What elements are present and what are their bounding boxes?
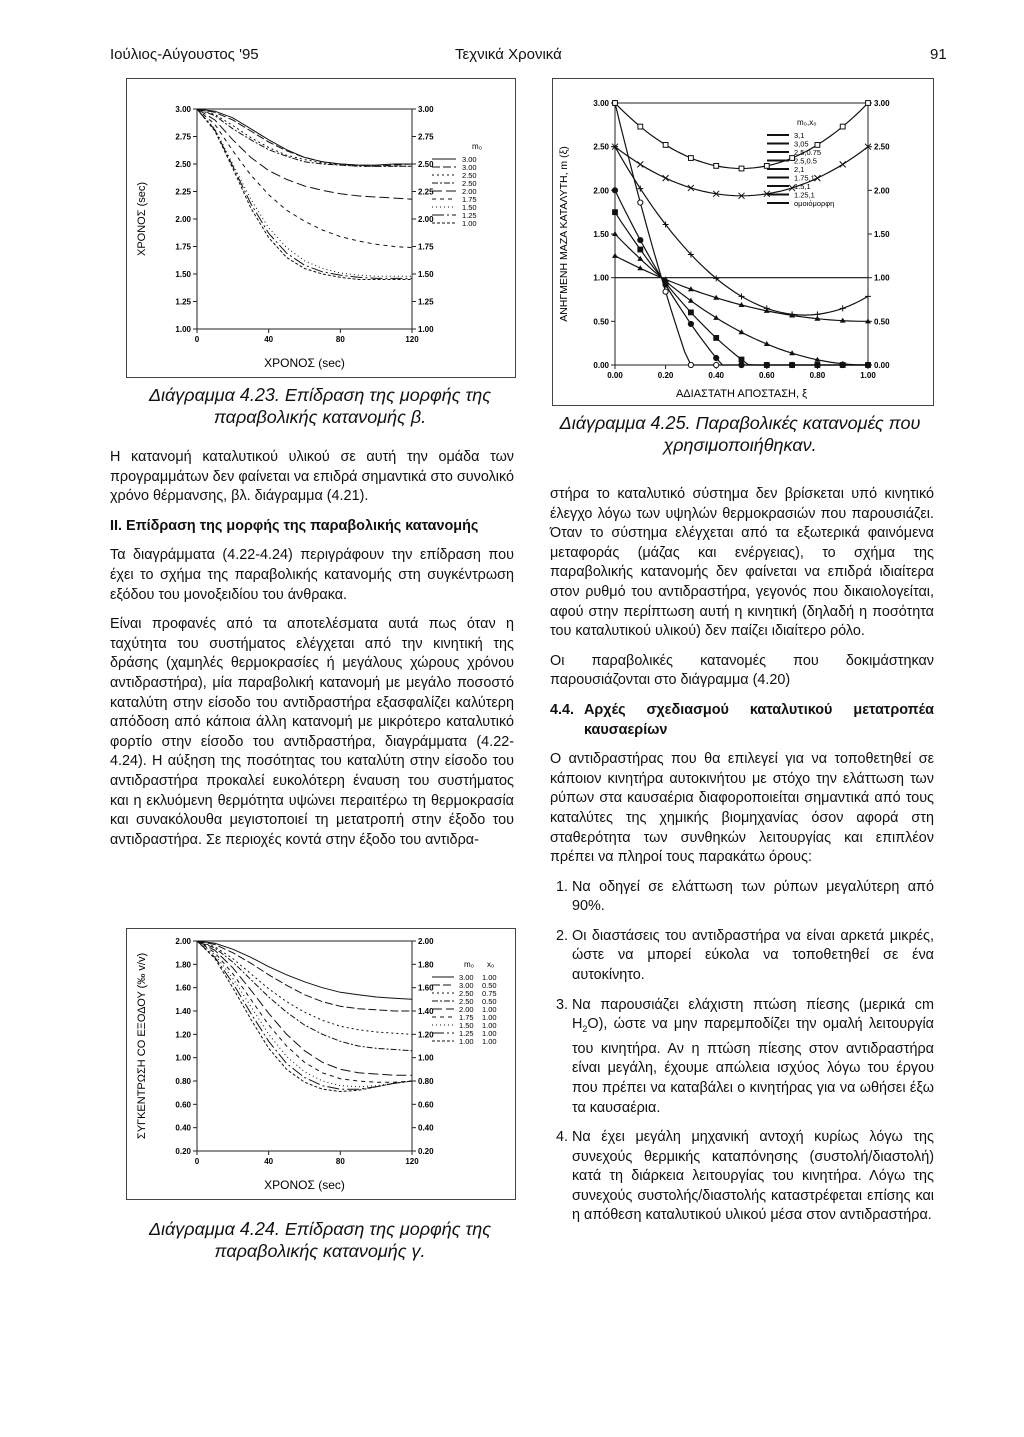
figure-4-23-plot [127,79,515,377]
legend-label: 1.00 [482,1013,497,1022]
legend-label: 1.25 [459,1029,474,1038]
legend-label: 1.75 [459,1013,474,1022]
series-marker [638,238,643,243]
series-line-1 [615,103,868,365]
series-marker [713,315,719,320]
y-tick-label-right: 1.80 [418,960,434,970]
series-marker [637,161,643,167]
x-axis-label: ΧΡΟΝΟΣ (sec) [264,1178,345,1192]
x-tick-label: 0 [194,1157,200,1166]
legend-header: m₀ [472,142,482,151]
legend-label: 1.75 [462,195,477,204]
y-tick-label: 3.00 [593,99,609,108]
legend-header: m₀ [464,960,474,969]
series-line-7 [197,941,412,1087]
legend-label: 1.5,1 [794,182,811,191]
legend-label: 1.00 [482,973,497,982]
y-tick-label-right: 2.25 [418,187,434,197]
legend-header: x₀ [487,960,495,969]
series-marker [714,355,719,360]
y-tick-label: 1.00 [175,325,191,334]
x-axis-label: ΧΡΟΝΟΣ (sec) [264,356,345,370]
y-tick-label-right: 1.75 [418,242,434,252]
series-marker [790,363,795,368]
series-line-4 [197,941,412,1051]
figure-4-24-plot [127,929,515,1199]
legend-label: 3.00 [459,981,474,990]
y-tick-label: 2.00 [175,215,191,224]
figure-4-24 [126,928,516,1200]
y-tick-label-right: 2.00 [418,937,434,946]
x-tick-label: 40 [264,335,274,344]
section-title: Αρχές σχεδιασμού καταλυτικού μετατροπέα καυσαερίων [584,701,934,738]
legend-label: 0.50 [482,981,497,990]
figure-4-23 [126,78,516,378]
legend-label: 1.00 [459,1037,474,1046]
series-line-8 [197,109,412,278]
y-tick-label-right: 0.50 [874,317,890,327]
page-number: 91 [930,46,947,63]
paragraph: Η κατανομή καταλυτικού υλικού σε αυτή την ομάδα των προγραμμάτων δεν φαίνεται να επιδρά σημαντικά στο συνολικό χρόνο θέρμανσης, βλ. διάγραμμα (4.21). [110,449,514,505]
series-marker [638,200,643,205]
y-tick-label-right: 2.00 [874,186,890,196]
legend-label: 1.00 [482,1029,497,1038]
series-marker [739,362,744,367]
series-marker [764,363,769,368]
y-tick-label-right: 1.00 [418,1053,434,1063]
section-number: 4.4. [550,701,575,718]
figure-4-23-caption: Διάγραμμα 4.23. Επίδραση της μορφής της παραβολικής κατανομής β. [148,385,492,427]
x-tick-label: 80 [335,1157,345,1166]
y-tick-label: 0.40 [175,1123,191,1133]
legend-label: 3.00 [462,155,477,164]
legend-label: 3.00 [459,973,474,982]
series-marker [613,210,618,215]
series-marker [663,143,668,148]
y-tick-label-right: 1.50 [418,270,434,279]
running-header-left: Ιούλιος-Αύγουστος '95 [110,46,259,63]
requirements-list [550,878,934,1226]
series-line-9 [197,941,412,1092]
paragraph: στήρα το καταλυτικό σύστημα δεν βρίσκεται υπό κινητικό έλεγχο λόγω των υψηλών θερμοκρασιών που παρουσιάζει. Όταν το σύστημα ελέγχεται από τα εξωτερικά φαινόμενα μεταφοράς (μάζας και ενέργειας), το σχήμα της παραβολικής κατανομής δεν φαίνεται να επιδρά ιδιαίτερα στον ρυθμό του αντιδραστήρα, γεγονός που δικαιολογείται, αφού στην περίπτωση αυτή η κινητική (δηλαδή η ποσότητα του καταλυτικού υλικού) δεν παίζει ιδιαίτερο ρόλο. [550,486,934,640]
series-marker [714,336,719,341]
y-axis-label: ΣΥΓΚΕΝΤΡΩΣΗ CO ΕΞΟΔΟΥ (‰ v/v) [136,952,148,1140]
figure-4-25-caption: Διάγραμμα 4.25. Παραβολικές κατανομές που χρησιμοποιήθηκαν. [559,413,921,455]
figure-4-24-caption: Διάγραμμα 4.24. Επίδραση της μορφής της παραβολικής κατανομής γ. [148,1219,492,1261]
figure-4-25-plot [553,79,933,405]
series-line-8 [197,941,412,1089]
series-marker [840,305,846,311]
section-heading: II. Επίδραση της μορφής της παραβολικής κατανομής [110,517,479,534]
series-line-2 [615,103,868,169]
series-line-5 [197,941,412,1075]
series-marker [739,357,744,362]
y-tick-label: 2.00 [175,937,191,946]
x-tick-label: 1.00 [860,371,876,380]
legend-label: 1.75,1 [794,173,815,183]
y-tick-label-right: 2.00 [418,215,434,224]
y-tick-label: 2.25 [175,187,191,197]
y-tick-label: 0.80 [175,1077,191,1086]
series-line-6 [615,212,868,365]
y-tick-label-right: 1.50 [874,230,890,239]
x-tick-label: 40 [264,1157,274,1166]
x-tick-label: 120 [405,1157,419,1166]
series-marker [688,362,693,367]
y-tick-label: 1.40 [175,1007,191,1016]
paragraph: Ο αντιδραστήρας που θα επιλεγεί για να τοποθετηθεί σε κάποιον κινητήρα αυτοκινήτου με στόχο την ελάττωση των ρύπων στα καυσαέρια διαφοροποιείται σημαντικά από τους καταλύτες της χημικής βιομηχανίας όσον αφορά στη σταθερότητα των συνθηκών λειτουργίας και επιπλέον πρέπει να πληροί τους παρακάτω όρους: [550,751,934,866]
series-marker [663,175,669,181]
series-marker [689,310,694,315]
y-axis-label: ΧΡΟΝΟΣ (sec) [136,181,148,257]
y-tick-label: 0.00 [593,361,609,370]
series-marker [638,124,643,129]
series-marker [689,156,694,161]
y-tick-label-right: 2.75 [418,132,434,142]
list-item: 4. Να έχει μεγάλη μηχανική αντοχή κυρίως λόγω της συνεχούς θερμικής καταπόνησης (συστολή/διαστολή) κατά τη διάρκεια λειτουργίας του κινητήρα. Λόγω της συνεχούς συστολής/διαστολής καταστρέφεται επίσης και η απόθεση καταλυτικού υλικού μέσα στον αντιδραστήρα. [572,1128,934,1226]
legend-label: 0.75 [482,989,497,998]
legend-label: 2.50 [459,989,474,998]
series-marker [815,143,820,148]
y-tick-label-right: 1.60 [418,983,434,993]
legend-label: 2.5,0.75 [794,148,822,157]
y-tick-label-right: 3.00 [874,99,890,108]
figure-4-25 [552,78,934,406]
legend-label: 3,05 [794,139,809,149]
series-marker [866,101,871,106]
y-tick-label-right: 3.00 [418,105,434,114]
legend-label: 2.5,0.5 [794,156,817,166]
left-text-column [110,448,514,860]
x-tick-label: 120 [405,335,419,344]
legend-label: 1.00 [462,219,477,228]
y-tick-label-right: 1.00 [418,325,434,334]
y-tick-label-right: 1.40 [418,1007,434,1016]
legend-label: 3,1 [794,131,805,140]
y-tick-label: 2.00 [593,186,609,196]
y-tick-label: 1.75 [175,242,191,252]
legend-label: 1.00 [482,1021,497,1030]
series-marker [714,362,719,367]
legend-label: 1.25,1 [794,190,815,200]
legend-label: 1.00 [482,1005,497,1014]
y-tick-label: 2.50 [175,160,191,169]
legend-label: 2.50 [459,997,474,1006]
y-tick-label-right: 2.50 [874,142,890,152]
x-tick-label: 0.40 [708,371,724,380]
y-tick-label: 1.25 [175,297,191,307]
y-tick-label: 0.50 [593,317,609,327]
y-tick-label: 0.60 [175,1100,191,1110]
series-line-9 [197,109,412,280]
series-line-7 [197,109,412,276]
running-header-center: Τεχνικά Χρονικά [455,46,562,63]
y-axis-label: ΑΝΗΓΜΕΝΗ ΜΑΖΑ ΚΑΤΑΛΥΤΗ, m (ξ) [558,146,570,322]
series-line-5 [197,109,412,199]
series-marker [739,293,745,299]
series-marker [739,166,744,171]
series-marker [840,161,846,167]
y-tick-label: 1.50 [175,270,191,279]
legend-label: 3.00 [462,163,477,172]
y-tick-label: 3.00 [175,105,191,114]
x-tick-label: 0.60 [759,371,775,380]
series-line-2 [197,941,412,1011]
series-marker [840,124,845,129]
x-tick-label: 0.20 [657,371,674,380]
y-tick-label: 1.80 [175,960,191,970]
series-marker [612,188,617,193]
y-tick-label-right: 0.00 [874,361,890,370]
y-tick-label: 2.50 [593,142,609,152]
paragraph: Είναι προφανές από τα αποτελέσματα αυτά πως όταν η ταχύτητα του συστήματος ελέγχεται από την κινητική της δράσης (χαμηλές θερμοκρασίες ή μεγάλους χώρους χρόνου αντιδραστήρα), μία παραβολική κατανομή με μεγάλο ποσοστό καταλύτη στην είσοδο του αντιδραστήρα εξασφαλίζει καλύτερη απόδοση από κάποια άλλη κατανομή με μικρότερο καταλυτικό φορτίο στην είσοδο του αντιδραστήρα, διαγράμματα (4.22-4.24). Η αύξηση της ποσότητας του καταλύτη στην είσοδο του αντιδραστήρα προκαλεί ευκολότερη έναυση του συστήματος και η εκλυόμενη θερμότητα υψώνει περαιτέρω τη θερμοκρασία και συνακόλουθα μεγιστοποιεί τη μετατροπή στην έξοδο του αντιδραστήρα. Σε περιοχές κοντά στην έξοδο του αντιδρα- [110,616,514,848]
series-marker [764,163,769,168]
legend-label: 2.50 [462,179,477,188]
y-tick-label: 1.50 [593,230,609,239]
y-tick-label-right: 2.50 [418,160,434,169]
y-tick-label: 1.00 [175,1053,191,1063]
series-line-6 [197,941,412,1082]
plot-frame [615,103,868,365]
series-marker [612,253,618,258]
x-tick-label: 0 [194,335,200,344]
y-tick-label-right: 1.20 [418,1030,434,1040]
plot-frame [197,941,412,1151]
series-marker [613,101,618,106]
x-tick-label: 0.80 [809,371,826,380]
y-tick-label: 1.00 [593,273,609,283]
section-heading [550,701,934,740]
series-line-7 [615,234,868,365]
series-marker [663,289,668,294]
y-tick-label: 2.75 [175,132,191,142]
x-axis-label: ΑΔΙΑΣΤΑΤΗ ΑΠΟΣΤΑΣΗ, ξ [675,388,808,400]
y-tick-label: 1.60 [175,983,191,993]
legend-label: ομοιόμορφη [794,199,835,208]
x-tick-label: 80 [335,335,345,344]
list-item: 3. Να παρουσιάζει ελάχιστη πτώση πίεσης (μερικά cm $H_2O$), ώστε να μην παρεμποδίζει την ομαλή λειτουργία του κινητήρα. Αν η πτώση πίεσης στον αντιδραστήρα είναι μεγάλη, έχουμε απώλεια ισχύος λόγω του έργου που πρέπει να καταβάλει ο κινητήρας για να ωθήσει έξω τα καυσαέρια. [572,996,934,1118]
legend-label: 0.50 [482,997,497,1006]
legend-label: 1.50 [459,1021,474,1030]
y-tick-label-right: 0.60 [418,1100,434,1110]
y-tick-label-right: 0.20 [418,1147,434,1156]
legend-label: 2.00 [459,1005,474,1014]
legend-label: 2,1 [794,165,805,174]
series-marker [688,321,693,326]
plot-frame [197,109,412,329]
legend-label: 2.00 [462,187,477,196]
series-line-3 [197,941,412,1034]
series-marker [638,247,643,252]
series-marker [865,293,871,299]
legend-label: 1.00 [482,1037,497,1046]
series-marker [815,363,820,368]
series-line-6 [197,109,412,248]
right-text-column [550,485,934,1236]
y-tick-label: 0.20 [175,1147,191,1156]
y-tick-label-right: 0.80 [418,1077,434,1086]
legend-header: m₀,x₀ [797,118,817,127]
legend-label: 1.25 [462,211,477,220]
legend-label: 1.50 [462,203,477,212]
x-tick-label: 0.00 [607,371,623,380]
y-tick-label: 1.20 [175,1030,191,1040]
list-item: 1. Να οδηγεί σε ελάττωση των ρύπων μεγαλύτερη από 90%. [572,878,934,917]
series-marker [814,175,820,181]
paragraph: Οι παραβολικές κατανομές που δοκιμάστηκαν παρουσιάζονται στο διάγραμμα (4.20) [550,652,934,689]
paragraph: Τα διαγράμματα (4.22-4.24) περιγράφουν την επίδραση που έχει το σχήμα της παραβολικής κατανομής στη συγκέντρωση εξόδου του μονοξειδίου του άνθρακα. [110,547,514,603]
series-marker [714,163,719,168]
series-line-1 [197,109,412,165]
y-tick-label-right: 0.40 [418,1123,434,1133]
list-item: 2. Οι διαστάσεις του αντιδραστήρα να είναι αρκετά μικρές, ώστε να μπορεί εύκολα να τοποθετηθεί σε ένα αυτοκίνητο. [572,927,934,986]
y-tick-label-right: 1.00 [874,273,890,283]
legend-label: 2.50 [462,171,477,180]
y-tick-label-right: 1.25 [418,297,434,307]
